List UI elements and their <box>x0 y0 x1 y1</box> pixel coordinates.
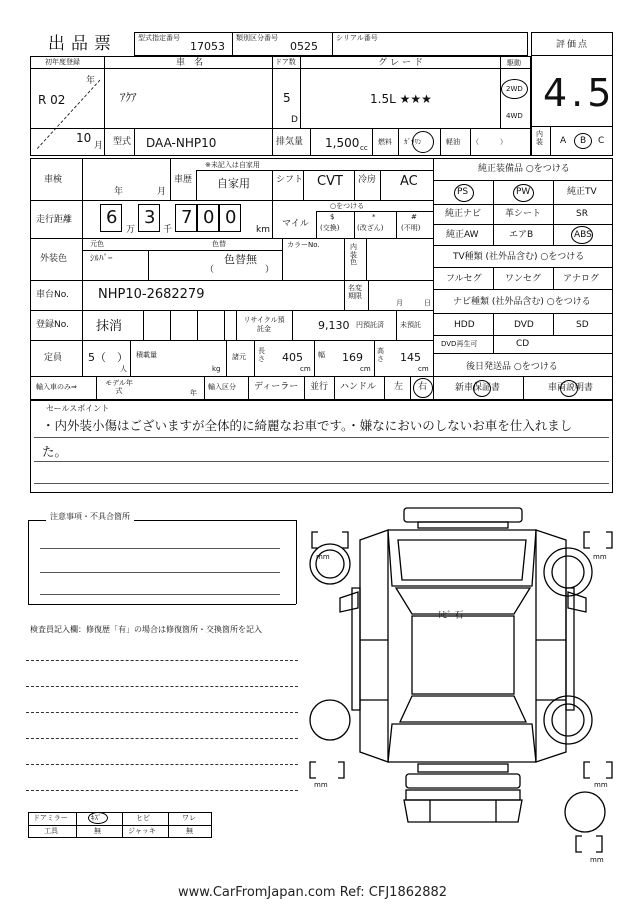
tv-oneseg: ワンセグ <box>505 274 542 284</box>
navi-header: ナビ種類 (社外品含む) ○をつける <box>453 297 591 307</box>
unknown-sym: # <box>411 213 417 221</box>
equip-aw: 純正AW <box>446 230 479 240</box>
displacement-value: 1,500 <box>325 136 360 150</box>
inspector-label: 検査員記入欄：修復歴「有」の場合は修復箇所・交換箇所を記入 <box>30 625 262 634</box>
model-value: DAA-NHP10 <box>146 136 217 150</box>
genuine-header: 純正装備品 ○をつける <box>478 164 570 174</box>
equip-leather: 革シート <box>505 209 542 219</box>
docs-warranty: 新車保証書 <box>455 383 501 393</box>
mileage-digit-1-text: 3 <box>144 207 156 228</box>
reg-value: 抹消 <box>96 319 123 334</box>
drive-4wd: 4WD <box>506 112 523 120</box>
sales-line-2: た。 <box>42 444 68 459</box>
fuel-label: 燃料 <box>378 138 392 146</box>
car-name-label: 車 名 <box>176 58 204 68</box>
sales-line-1: ・内外装小傷はございますが全体的に綺麗なお車です。・嫌なにおいのしないお車を仕入れまし <box>42 418 573 433</box>
width-label: 幅 <box>318 351 325 359</box>
history-label: 車歴 <box>174 175 193 185</box>
equip-airbag: エアB <box>509 230 534 240</box>
shift-value: CVT <box>317 174 343 189</box>
capacity-label: 定員 <box>44 353 63 363</box>
original-color-value: ｼﾙﾊﾞｰ <box>90 254 113 264</box>
sales-box <box>30 400 613 493</box>
right-circle <box>413 378 433 398</box>
model-label: 型式 <box>113 137 132 147</box>
mileage-circle-note: ○をつける <box>330 202 365 210</box>
drive-label: 駆動 <box>507 59 521 67</box>
mileage-digit-0-text: 6 <box>106 207 118 228</box>
mileage-digit-4-text: 0 <box>225 207 237 228</box>
unit-km: km <box>256 225 270 235</box>
original-color-label: 元色 <box>90 240 104 248</box>
dvd-playable: DVD再生可 <box>441 340 478 348</box>
handle-label: ハンドル <box>340 382 377 392</box>
model-year-unit: 年 <box>190 389 197 397</box>
capacity-value: 5（ ） <box>88 351 128 364</box>
inspection-label: 車検 <box>44 175 63 185</box>
repaint-value: 色替無 <box>224 253 257 266</box>
inspection-year-unit: 年 <box>114 187 124 197</box>
cd-label: CD <box>516 339 530 349</box>
length-label: 長さ <box>258 347 265 364</box>
grade-value: 1.5L ★★★ <box>370 92 432 106</box>
docs-header: 後日発送品 ○をつける <box>466 362 558 372</box>
unit-sen: 千 <box>163 225 173 235</box>
import-div-label: 輸入区分 <box>208 383 236 391</box>
car-diagram <box>300 500 620 870</box>
model-year-label: モデル年式 <box>105 379 133 396</box>
tv-header: TV種類 (社外品含む) ○をつける <box>453 252 585 262</box>
interior-color-label: 内装色 <box>350 243 357 267</box>
mm-front-right: mm <box>593 553 607 561</box>
navi-hdd: HDD <box>454 320 475 330</box>
interior-b-circle <box>574 133 592 149</box>
diagram-mark: ﾄﾋﾞ 石 <box>438 611 464 621</box>
exchange-sym: $ <box>330 213 335 221</box>
mile-label: マイル <box>282 219 309 229</box>
mm-front-left: mm <box>316 553 330 561</box>
interior-b: B <box>580 136 587 146</box>
mm-rear-left: mm <box>314 781 328 789</box>
doors-suffix: D <box>291 115 298 125</box>
title-expiry-label: 名変期限 <box>348 284 362 301</box>
equip-abs: ABS <box>574 230 592 240</box>
mileage-digit-2-text: 7 <box>181 207 193 228</box>
width-value: 169 <box>342 351 363 364</box>
equip-tv: 純正TV <box>567 187 597 197</box>
score-value: 4.5 <box>543 71 616 115</box>
dealer-label: ディーラー <box>254 382 299 392</box>
jack-label: ジャッキ <box>128 827 156 835</box>
equip-abs-circle <box>571 226 593 244</box>
docs-warranty-circle <box>473 380 491 397</box>
width-cm: cm <box>360 365 371 373</box>
mileage-digit-3-text: 0 <box>203 207 215 228</box>
category-value: 0525 <box>290 40 318 53</box>
mm-rear-right: mm <box>594 781 608 789</box>
mileage-label: 走行距離 <box>36 215 73 225</box>
tv-analog: アナログ <box>563 274 600 284</box>
color-no-label: カラーNo. <box>287 241 320 249</box>
tamper-sym: * <box>372 213 376 221</box>
first-reg-slash <box>30 68 104 156</box>
fuel-value: ｶﾞｿﾘﾝ <box>404 138 422 146</box>
first-reg-era-year: R 02 <box>38 93 66 107</box>
navi-dvd: DVD <box>514 320 534 330</box>
light-oil-paren: （ ） <box>472 138 507 146</box>
interior-a: A <box>560 136 567 146</box>
doors-label: ドア数 <box>275 58 296 66</box>
interior-c: C <box>598 136 605 146</box>
category-label: 類別区分番号 <box>236 34 278 42</box>
exterior-label: 外装色 <box>40 254 68 264</box>
unknown-text: (不明) <box>401 224 421 232</box>
first-reg-year-unit: 年 <box>86 76 96 86</box>
jack-value: 無 <box>186 827 193 835</box>
caution-label: 注意事項・不具合箇所 <box>50 512 130 521</box>
mirror-label: ドアミラー <box>33 814 68 822</box>
recycle-unit: 円預託済 <box>356 321 384 329</box>
load-unit: kg <box>212 365 221 373</box>
repaint-label: 色替 <box>212 240 226 248</box>
history-value: 自家用 <box>217 177 250 190</box>
serial-label: シリアル番号 <box>336 34 378 42</box>
footer-watermark: www.CarFromJapan.com Ref: CFJ1862882 <box>178 885 448 900</box>
history-note: ※未記入は自家用 <box>205 161 260 169</box>
repaint-paren-close: ） <box>265 265 275 275</box>
equip-pw-circle <box>513 184 534 202</box>
displacement-label: 排気量 <box>276 137 304 147</box>
mirror-scratch-circle <box>88 812 108 824</box>
spec-label: 諸元 <box>232 353 246 361</box>
tools-label: 工具 <box>44 827 58 835</box>
displacement-unit: cc <box>360 144 368 152</box>
height-label: 高さ <box>377 347 384 364</box>
drive-2wd: 2WD <box>506 85 523 93</box>
mirror-crack: ヒビ <box>136 814 150 822</box>
equip-navi: 純正ナビ <box>445 209 482 219</box>
light-oil-label: 軽油 <box>446 138 460 146</box>
chassis-label: 車台No. <box>36 290 69 300</box>
grade-label: グレード <box>378 58 427 68</box>
car-name-value: ｱｸｱ <box>120 91 137 104</box>
first-reg-label: 初年度登録 <box>45 58 80 66</box>
sales-label: セールスポイント <box>46 404 110 413</box>
exchange-text: (交換) <box>320 224 340 232</box>
tv-fullseg: フルセグ <box>446 274 482 284</box>
height-cm: cm <box>418 365 429 373</box>
ac-value: AC <box>400 174 418 189</box>
unit-man: 万 <box>126 225 136 235</box>
first-reg-month: 10 <box>76 131 92 145</box>
model-code-value: 17053 <box>190 40 225 53</box>
navi-sd: SD <box>576 320 589 330</box>
recycle-status: 未預託 <box>400 321 421 329</box>
capacity-unit: 人 <box>120 365 127 373</box>
tools-value: 無 <box>94 827 101 835</box>
left-label: 左 <box>394 382 404 392</box>
chassis-value: NHP10-2682279 <box>98 287 205 302</box>
ac-label: 冷房 <box>358 175 377 185</box>
first-reg-month-unit: 月 <box>94 141 104 151</box>
inspection-month-unit: 月 <box>157 187 167 197</box>
shift-label: シフト <box>276 175 304 185</box>
interior-label: 内装 <box>536 130 543 146</box>
repaint-paren-open: （ <box>205 265 215 275</box>
parallel-label: 並行 <box>310 382 329 392</box>
docs-manual-circle <box>560 380 578 397</box>
reg-label: 登録No. <box>36 320 69 330</box>
tamper-text: (改ざん) <box>357 224 384 232</box>
equip-ps-circle <box>454 184 474 202</box>
right-label: 右 <box>418 382 428 392</box>
doors-value: 5 <box>283 91 291 105</box>
length-cm: cm <box>300 365 311 373</box>
import-label: 輸入車のみ⇒ <box>36 383 77 391</box>
equip-pw: PW <box>516 187 531 197</box>
height-value: 145 <box>400 351 421 364</box>
drive-2wd-circle <box>501 79 528 99</box>
equip-ps: PS <box>457 187 469 197</box>
mm-spare: mm <box>590 856 604 864</box>
mirror-break: ワレ <box>182 814 196 822</box>
recycle-label: リサイクル預託金 <box>243 316 285 334</box>
model-code-label: 型式指定番号 <box>138 34 180 42</box>
sheet-title: 出品票 <box>48 34 117 54</box>
expiry-month-unit: 月 <box>396 299 403 307</box>
score-label: 評価点 <box>556 40 590 50</box>
fuel-circle <box>412 131 434 153</box>
length-value: 405 <box>282 351 303 364</box>
equip-sr: SR <box>576 209 588 219</box>
recycle-value: 9,130 <box>318 319 350 332</box>
mirror-scratch: ｷｽﾞ <box>91 814 102 822</box>
docs-manual: 車両説明書 <box>548 383 594 393</box>
load-label: 積載量 <box>136 351 157 359</box>
expiry-day-unit: 日 <box>424 299 431 307</box>
